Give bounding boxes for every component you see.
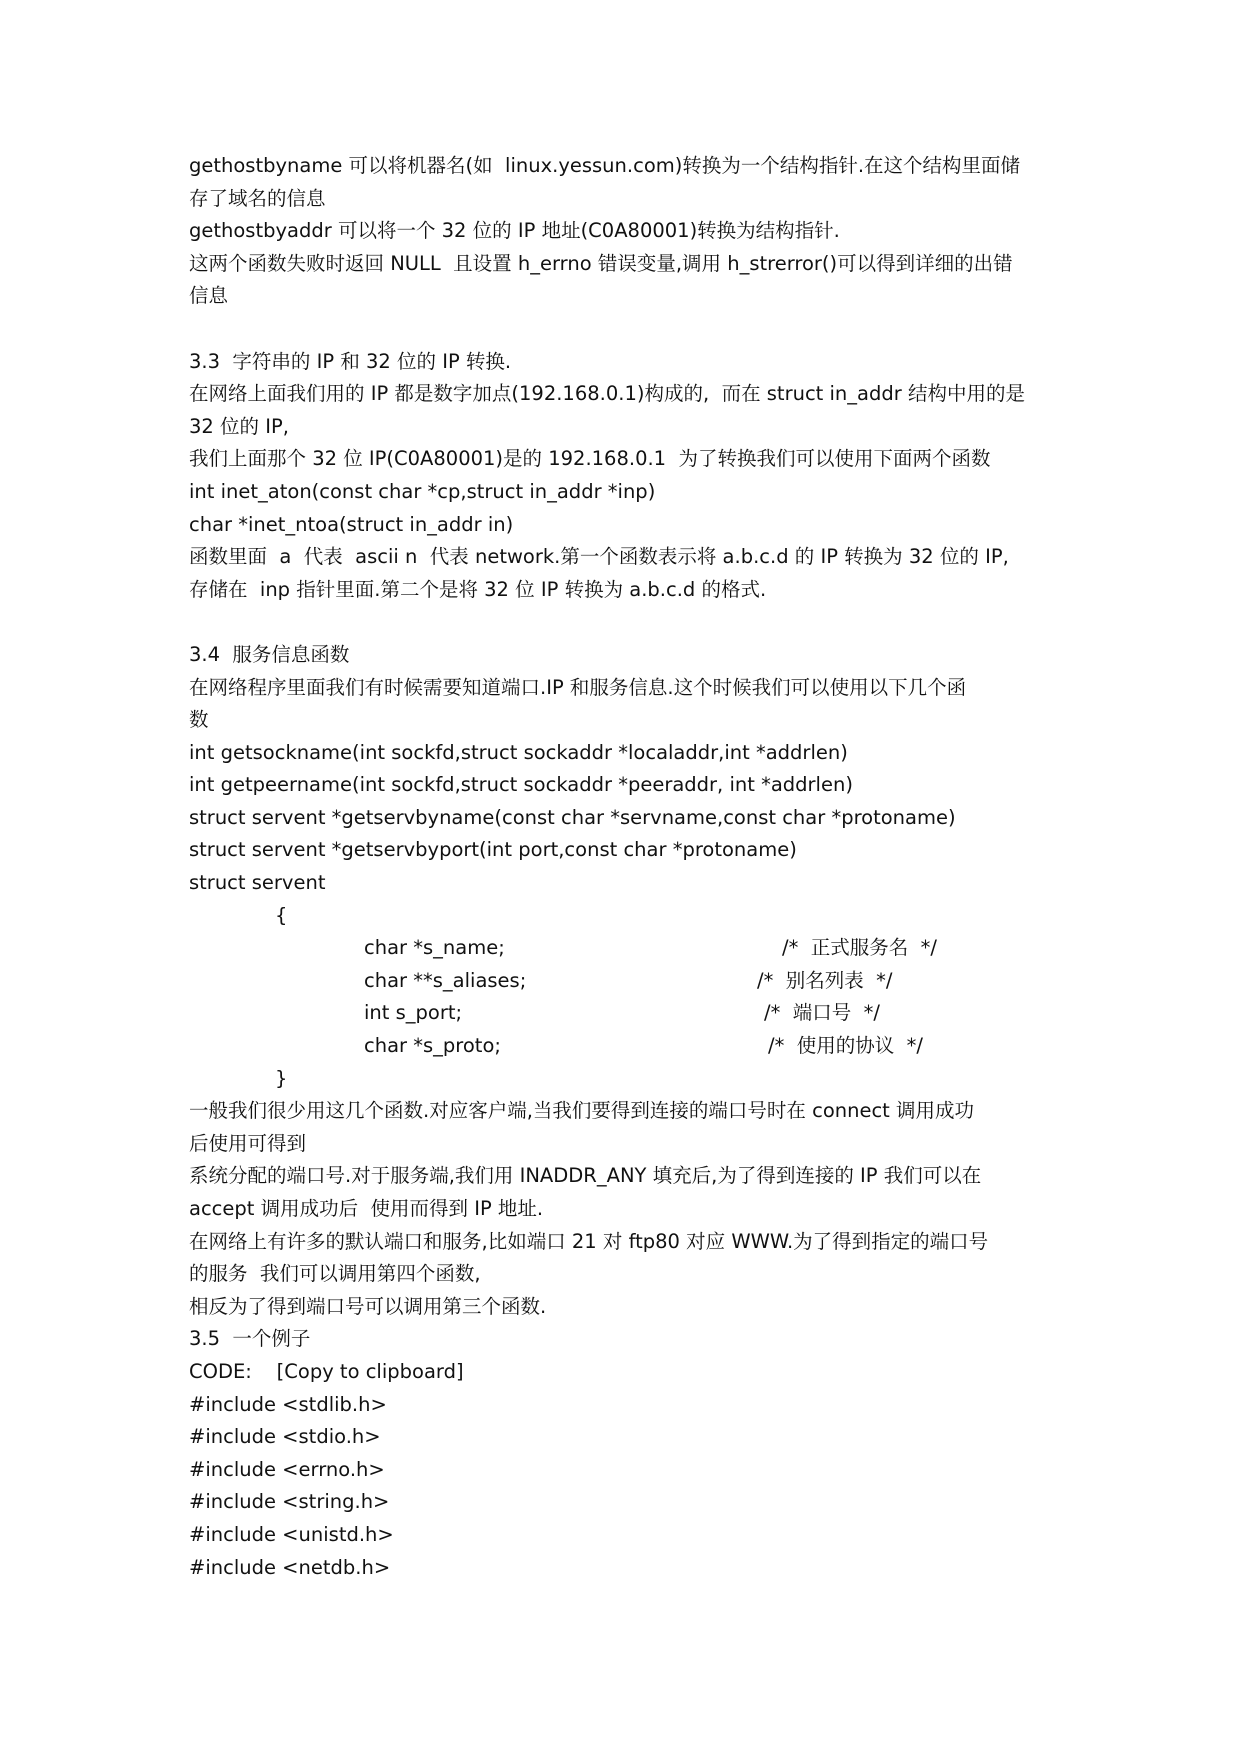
intro-paragraph [189, 150, 1059, 313]
struct-field-decl: char *s_proto; [364, 1034, 501, 1058]
text-line: accept 调用成功后 使用而得到 IP 地址. [189, 1197, 544, 1220]
struct-field-row [189, 965, 1059, 998]
text-line: 相反为了得到端口号可以调用第三个函数. [189, 1294, 547, 1318]
struct-close-brace: } [275, 1066, 288, 1090]
text-line: 的服务 我们可以调用第四个函数, [189, 1262, 481, 1286]
struct-field-comment: /* 别名列表 */ [757, 968, 893, 992]
text-line: 系统分配的端口号.对于服务端,我们用 INADDR_ANY 填充后,为了得到连接的 IP 我们可以在 [189, 1164, 982, 1188]
struct-open-brace: { [275, 903, 288, 927]
text-line: 32 位的 IP, [189, 414, 289, 438]
text-line: 在网络上面我们用的 IP 都是数字加点(192.168.0.1)构成的, 而在 struct in_addr 结构中用的是 [189, 382, 1025, 406]
section-3-3 [189, 346, 1059, 607]
section-heading: 3.3 字符串的 IP 和 32 位的 IP 转换. [189, 349, 512, 373]
code-line: int inet_aton(const char *cp,struct in_addr *inp) [189, 479, 656, 503]
section-heading: 3.4 服务信息函数 [189, 642, 350, 666]
section-heading: 3.5 一个例子 [189, 1327, 311, 1351]
code-line: int getsockname(int sockfd,struct sockaddr *localaddr,int *addrlen) [189, 740, 848, 764]
include-line: #include <netdb.h> [189, 1555, 391, 1579]
text-line: 一般我们很少用这几个函数.对应客户端,当我们要得到连接的端口号时在 connect 调用成功 [189, 1099, 975, 1123]
struct-field-decl: char *s_name; [364, 936, 505, 960]
struct-field-row [189, 1030, 1059, 1063]
text-line: 这两个函数失败时返回 NULL 且设置 h_errno 错误变量,调用 h_strerror()可以得到详细的出错 [189, 251, 1013, 275]
code-line: int getpeername(int sockfd,struct sockaddr *peeraddr, int *addrlen) [189, 773, 853, 797]
blank-line [189, 313, 1059, 346]
section-3-4 [189, 639, 1059, 1323]
code-line: struct servent [189, 871, 326, 895]
text-line: 存储在 inp 指针里面.第二个是将 32 位 IP 转换为 a.b.c.d 的格式. [189, 577, 767, 601]
struct-field-comment: /* 端口号 */ [764, 1001, 880, 1025]
struct-field-row [189, 997, 1059, 1030]
struct-field-decl: int s_port; [364, 1001, 463, 1025]
include-line: #include <stdlib.h> [189, 1392, 387, 1416]
document-page [189, 150, 1059, 1584]
include-line: #include <stdio.h> [189, 1425, 381, 1449]
include-line: #include <string.h> [189, 1490, 390, 1514]
code-line: struct servent *getservbyname(const char *servname,const char *protoname) [189, 805, 956, 829]
code-line: char *inet_ntoa(struct in_addr in) [189, 512, 514, 536]
struct-field-comment: /* 使用的协议 */ [768, 1034, 923, 1058]
code-line: struct servent *getservbyport(int port,const char *protoname) [189, 838, 797, 862]
code-label: CODE: [Copy to clipboard] [189, 1359, 464, 1383]
section-3-5 [189, 1323, 1059, 1584]
text-line: 我们上面那个 32 位 IP(C0A80001)是的 192.168.0.1 为了转换我们可以使用下面两个函数 [189, 447, 991, 471]
text-line: 信息 [189, 284, 229, 308]
include-line: #include <unistd.h> [189, 1522, 394, 1546]
text-line: 后使用可得到 [189, 1131, 307, 1155]
text-line: 在网络程序里面我们有时候需要知道端口.IP 和服务信息.这个时候我们可以使用以下几个函 [189, 675, 967, 699]
text-line: gethostbyaddr 可以将一个 32 位的 IP 地址(C0A80001)转换为结构指针. [189, 219, 840, 243]
text-line: 函数里面 a 代表 ascii n 代表 network.第一个函数表示将 a.b.c.d 的 IP 转换为 32 位的 IP, [189, 545, 1009, 569]
include-line: #include <errno.h> [189, 1457, 385, 1481]
text-line: 在网络上有许多的默认端口和服务,比如端口 21 对 ftp80 对应 WWW.为了得到指定的端口号 [189, 1229, 989, 1253]
struct-field-row [189, 932, 1059, 965]
struct-field-decl: char **s_aliases; [364, 968, 527, 992]
text-line: 数 [189, 708, 209, 732]
text-line: 存了域名的信息 [189, 186, 326, 210]
text-line: gethostbyname 可以将机器名(如 linux.yessun.com)转换为一个结构指针.在这个结构里面储 [189, 154, 1021, 177]
blank-line [189, 606, 1059, 639]
struct-field-comment: /* 正式服务名 */ [782, 936, 937, 960]
